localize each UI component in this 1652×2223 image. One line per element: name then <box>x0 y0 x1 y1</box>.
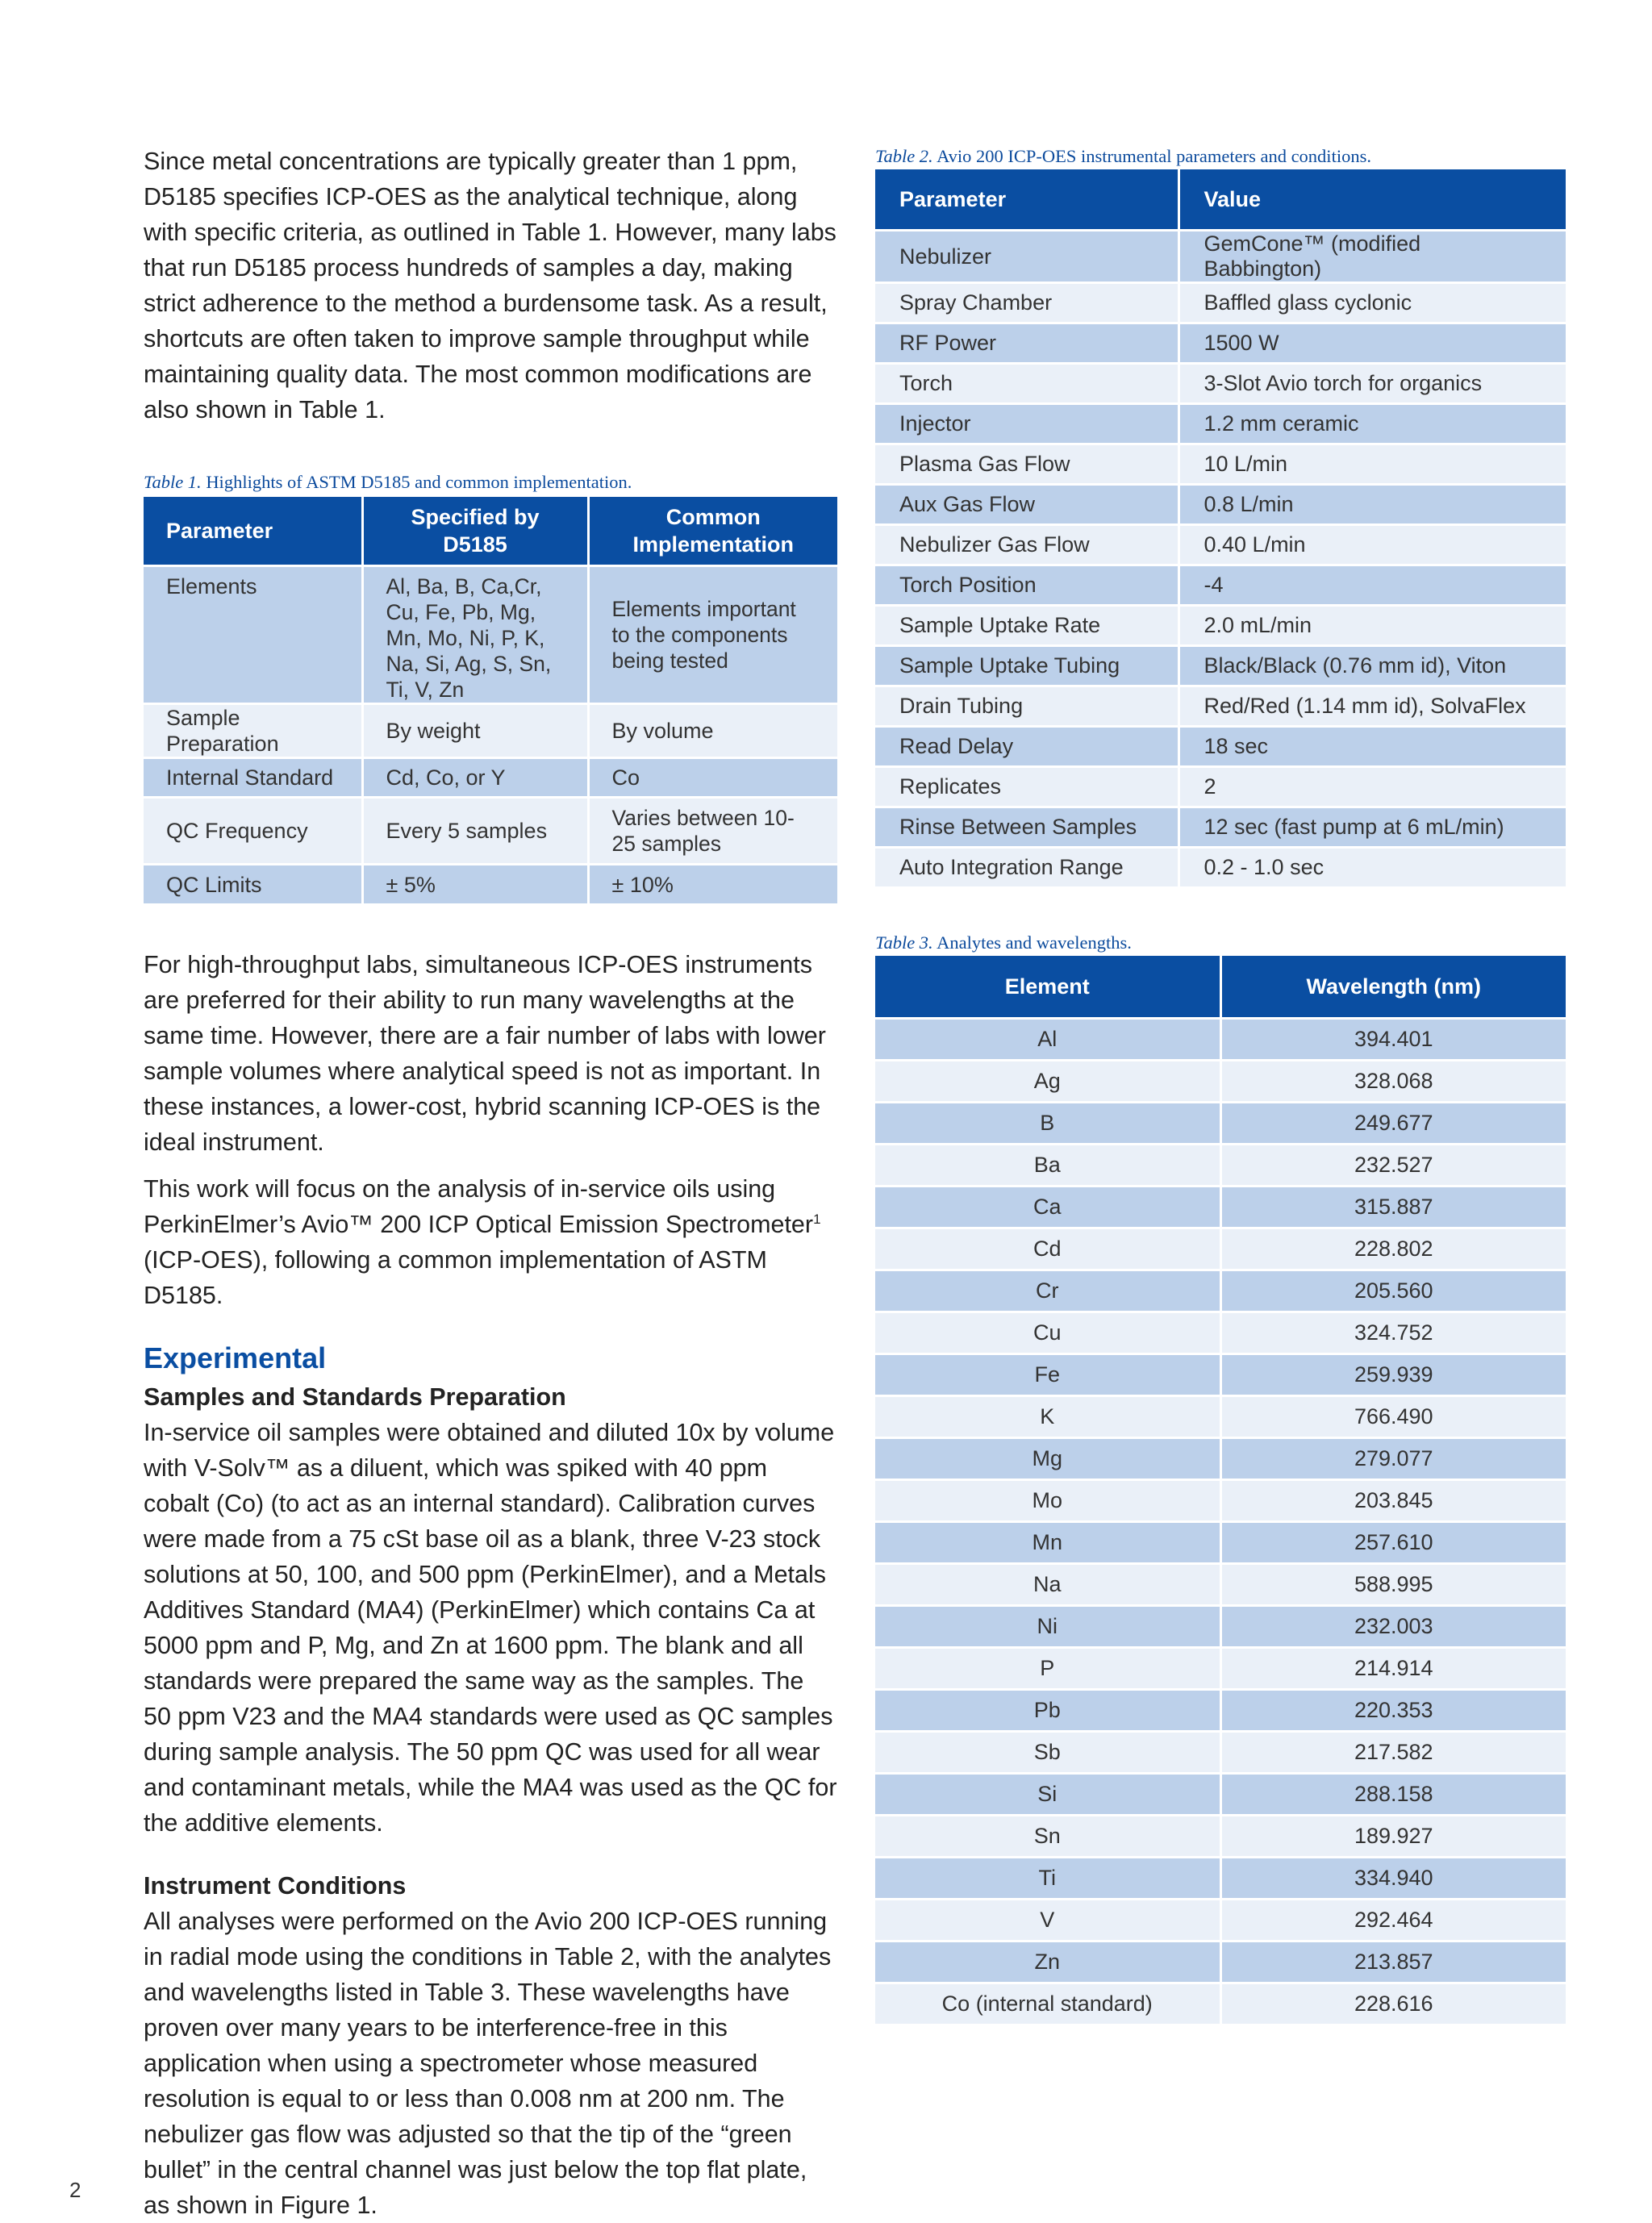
table-cell: Zn <box>875 1941 1220 1983</box>
table-cell: 220.353 <box>1220 1690 1566 1732</box>
table-row <box>144 566 837 704</box>
table-cell: ± 5% <box>362 865 588 904</box>
table-row <box>875 1522 1566 1564</box>
table-cell: Si <box>875 1774 1220 1816</box>
table-row <box>875 323 1566 364</box>
table-cell: K <box>875 1396 1220 1438</box>
table-cell: Baffled glass cyclonic <box>1179 283 1566 323</box>
table-cell: Cd <box>875 1228 1220 1270</box>
table-row <box>875 1941 1566 1983</box>
table-row <box>875 606 1566 646</box>
table-cell: Varies between 10-25 samples <box>588 798 837 865</box>
table-cell: 588.995 <box>1220 1564 1566 1606</box>
table-row <box>875 1858 1566 1900</box>
table-cell: Red/Red (1.14 mm id), SolvaFlex <box>1179 686 1566 727</box>
table-cell: 217.582 <box>1220 1732 1566 1774</box>
section-heading-experimental: Experimental <box>144 1341 327 1374</box>
table-row <box>875 1103 1566 1145</box>
table-cell: Read Delay <box>875 727 1179 767</box>
table-cell: Sb <box>875 1732 1220 1774</box>
subheading-instrument-conditions: Instrument Conditions <box>144 1872 407 1900</box>
table-cell: Mn <box>875 1522 1220 1564</box>
table-cell: 228.616 <box>1220 1983 1566 2025</box>
paragraph-throughput: For high-throughput labs, simultaneous ICP-OES instruments are preferred for their ability to run many wavelengths at the same time. However, there are a fair number of labs with lower sample volumes where analytical speed is not as important. In these instances, a lower-cost, hybrid scanning ICP-OES is the ideal instrument. <box>144 951 826 1156</box>
left-column <box>144 144 837 2223</box>
table-cell: 766.490 <box>1220 1396 1566 1438</box>
table-cell: 228.802 <box>1220 1228 1566 1270</box>
table-row <box>875 1396 1566 1438</box>
paragraph-focus-part2: (ICP-OES), following a common implementation of ASTM D5185. <box>144 1246 767 1309</box>
table-cell: 315.887 <box>1220 1187 1566 1228</box>
table-row <box>875 1312 1566 1354</box>
table-cell: Elements <box>144 566 362 704</box>
table-cell: QC Limits <box>144 865 362 904</box>
table-row <box>875 485 1566 525</box>
intro-paragraph: Since metal concentrations are typically greater than 1 ppm, D5185 specifies ICP-OES as the analytical technique, along with specific criteria, as outlined in Table 1. However, many labs that run D5185 process hundreds of samples a day, making strict adherence to the method a burdensome task. As a result, shortcuts are often taken to improve sample throughput while maintaining quality data. The most common modifications are also shown in Table 1. <box>144 148 836 423</box>
table-cell: 249.677 <box>1220 1103 1566 1145</box>
table-cell: Nebulizer Gas Flow <box>875 525 1179 565</box>
table-cell: Sample Uptake Tubing <box>875 646 1179 686</box>
table-cell: Injector <box>875 404 1179 444</box>
table3-header-row <box>875 956 1566 1019</box>
table3-caption-text: Analytes and wavelengths. <box>937 932 1132 953</box>
table-row <box>875 1270 1566 1312</box>
table-row <box>875 1438 1566 1480</box>
table-cell: 292.464 <box>1220 1900 1566 1941</box>
subheading-samples-standards: Samples and Standards Preparation <box>144 1383 566 1411</box>
table-cell: 18 sec <box>1179 727 1566 767</box>
table-row <box>875 848 1566 887</box>
table2-caption <box>875 144 1566 169</box>
table3-caption <box>875 930 1566 956</box>
table-cell: Sample Uptake Rate <box>875 606 1179 646</box>
table-cell: Internal Standard <box>144 758 362 798</box>
table-cell: 394.401 <box>1220 1019 1566 1061</box>
table-cell: ± 10% <box>588 865 837 904</box>
table-cell: Pb <box>875 1690 1220 1732</box>
table-row <box>875 1480 1566 1522</box>
table-cell: 279.077 <box>1220 1438 1566 1480</box>
table-row <box>875 767 1566 807</box>
table-cell: 324.752 <box>1220 1312 1566 1354</box>
table-cell: Every 5 samples <box>362 798 588 865</box>
page-number: 2 <box>69 2178 81 2202</box>
table-row <box>875 1606 1566 1648</box>
table-cell: 12 sec (fast pump at 6 mL/min) <box>1179 807 1566 848</box>
paragraph-samples-standards: In-service oil samples were obtained and diluted 10x by volume with V-Solv™ as a diluent, which was spiked with 40 ppm cobalt (Co) (to act as an internal standard). Calibration curves were made from a 75 cSt base oil as a blank, three V-23 stock solutions at 50, 100, and 500 ppm (PerkinElmer), and a Metals Additives Standard (MA4) (PerkinElmer) which contains Ca at 5000 ppm and P, Mg, and Zn at 1600 ppm. The blank and all standards were prepared the same way as the samples. The 50 ppm V23 and the MA4 standards were used as QC samples during sample analysis. The 50 ppm QC was used for all wear and contaminant metals, while the MA4 was used as the QC for the additive elements. <box>144 1419 837 1837</box>
table-cell: -4 <box>1179 565 1566 606</box>
table-row <box>875 1900 1566 1941</box>
table-cell: Nebulizer <box>875 231 1179 283</box>
table-cell: 189.927 <box>1220 1816 1566 1858</box>
table1-header-cell: Specified by D5185 <box>362 497 588 566</box>
table-cell: QC Frequency <box>144 798 362 865</box>
table-cell: By volume <box>588 704 837 758</box>
table-cell: Fe <box>875 1354 1220 1396</box>
table-cell: Al, Ba, B, Ca,Cr, Cu, Fe, Pb, Mg, Mn, Mo, Ni, P, K, Na, Si, Ag, S, Sn, Ti, V, Zn <box>362 566 588 704</box>
paragraph-focus-part1: This work will focus on the analysis of in-service oils using PerkinElmer’s Avio™ 200 ICP Optical Emission Spectrometer <box>144 1175 814 1238</box>
table-cell: By weight <box>362 704 588 758</box>
table-cell: 288.158 <box>1220 1774 1566 1816</box>
table-cell: Co (internal standard) <box>875 1983 1220 2025</box>
table-cell: 214.914 <box>1220 1648 1566 1690</box>
table1-header-row <box>144 497 837 566</box>
table-cell: 213.857 <box>1220 1941 1566 1983</box>
table-cell: 205.560 <box>1220 1270 1566 1312</box>
table-row <box>875 807 1566 848</box>
table-cell: Ba <box>875 1145 1220 1187</box>
table-cell: Rinse Between Samples <box>875 807 1179 848</box>
table-row <box>875 1354 1566 1396</box>
table1 <box>144 497 837 903</box>
table-row <box>875 1564 1566 1606</box>
table-row <box>875 1228 1566 1270</box>
table1-header-cell: Parameter <box>144 497 362 566</box>
table-cell: 257.610 <box>1220 1522 1566 1564</box>
table2-header-cell: Parameter <box>875 169 1179 231</box>
table-cell: Aux Gas Flow <box>875 485 1179 525</box>
table-cell: 0.2 - 1.0 sec <box>1179 848 1566 887</box>
table-cell: Black/Black (0.76 mm id), Viton <box>1179 646 1566 686</box>
table-row <box>875 565 1566 606</box>
table2-header-cell: Value <box>1179 169 1566 231</box>
table-cell: Cr <box>875 1270 1220 1312</box>
table-row <box>875 1732 1566 1774</box>
table-cell: Co <box>588 758 837 798</box>
table1-caption <box>144 469 837 495</box>
table-cell: 0.40 L/min <box>1179 525 1566 565</box>
table-cell: Na <box>875 1564 1220 1606</box>
table-cell: 3-Slot Avio torch for organics <box>1179 364 1566 404</box>
table-row <box>875 404 1566 444</box>
table-row <box>875 1648 1566 1690</box>
table2-caption-number: Table 2. <box>875 146 933 166</box>
table-cell: Ti <box>875 1858 1220 1900</box>
table-cell: 259.939 <box>1220 1354 1566 1396</box>
table-cell: Cd, Co, or Y <box>362 758 588 798</box>
table3-header-cell: Wavelength (nm) <box>1220 956 1566 1019</box>
table-row <box>875 444 1566 485</box>
table-cell: Auto Integration Range <box>875 848 1179 887</box>
table-row <box>875 727 1566 767</box>
table-cell: Replicates <box>875 767 1179 807</box>
table-row <box>875 686 1566 727</box>
table-cell: Spray Chamber <box>875 283 1179 323</box>
paragraph-focus <box>144 1171 837 1313</box>
table-cell: GemCone™ (modified Babbington) <box>1179 231 1566 283</box>
table2-body <box>875 231 1566 887</box>
table-cell: Torch Position <box>875 565 1179 606</box>
footnote-marker: 1 <box>813 1211 821 1227</box>
table3-header-cell: Element <box>875 956 1220 1019</box>
table-cell: Sample Preparation <box>144 704 362 758</box>
table-row <box>875 1187 1566 1228</box>
table-cell: Plasma Gas Flow <box>875 444 1179 485</box>
table-cell: 1500 W <box>1179 323 1566 364</box>
table-row <box>875 1774 1566 1816</box>
table-row <box>875 283 1566 323</box>
table-cell: Torch <box>875 364 1179 404</box>
table-cell: P <box>875 1648 1220 1690</box>
table1-caption-number: Table 1. <box>144 472 202 492</box>
table-cell: 2.0 mL/min <box>1179 606 1566 646</box>
table-cell: Drain Tubing <box>875 686 1179 727</box>
table-row <box>875 364 1566 404</box>
table-cell: RF Power <box>875 323 1179 364</box>
table-cell: 10 L/min <box>1179 444 1566 485</box>
table-cell: Ni <box>875 1606 1220 1648</box>
table-cell: 334.940 <box>1220 1858 1566 1900</box>
table3 <box>875 956 1566 2024</box>
table-cell: 1.2 mm ceramic <box>1179 404 1566 444</box>
table-cell: 0.8 L/min <box>1179 485 1566 525</box>
table2-header-row <box>875 169 1566 231</box>
table-cell: 2 <box>1179 767 1566 807</box>
table-cell: 203.845 <box>1220 1480 1566 1522</box>
table-cell: Mg <box>875 1438 1220 1480</box>
table-row <box>875 1061 1566 1103</box>
table-row <box>144 704 837 758</box>
table2 <box>875 169 1566 886</box>
table-cell: Mo <box>875 1480 1220 1522</box>
table-cell: Cu <box>875 1312 1220 1354</box>
table-row <box>875 646 1566 686</box>
table-row <box>875 231 1566 283</box>
table-cell: 232.003 <box>1220 1606 1566 1648</box>
right-column <box>875 144 1566 2024</box>
table3-body <box>875 1019 1566 2025</box>
table-cell: V <box>875 1900 1220 1941</box>
paragraph-instrument-conditions: All analyses were performed on the Avio 200 ICP-OES running in radial mode using the conditions in Table 2, with the analytes and wavelengths listed in Table 3. These wavelengths have proven over many years to be interference-free in this application when using a spectrometer whose measured resolution is equal to or less than 0.008 nm at 200 nm. The nebulizer gas flow was adjusted so that the tip of the “green bullet” in the central channel was just below the top flat plate, as shown in Figure 1. <box>144 1908 832 2219</box>
table3-caption-number: Table 3. <box>875 932 933 953</box>
table-cell: 328.068 <box>1220 1061 1566 1103</box>
table-cell: Sn <box>875 1816 1220 1858</box>
table-row <box>875 1816 1566 1858</box>
table-cell: Al <box>875 1019 1220 1061</box>
table-row <box>144 865 837 904</box>
table-cell: Elements important to the components being tested <box>588 566 837 704</box>
table-row <box>875 525 1566 565</box>
table1-caption-text: Highlights of ASTM D5185 and common implementation. <box>206 472 632 492</box>
table-row <box>144 798 837 865</box>
table-row <box>875 1145 1566 1187</box>
table1-header-cell: Common Implementation <box>588 497 837 566</box>
table-cell: Ag <box>875 1061 1220 1103</box>
table-cell: B <box>875 1103 1220 1145</box>
table-row <box>144 758 837 798</box>
table-row <box>875 1983 1566 2025</box>
table-row <box>875 1690 1566 1732</box>
table2-caption-text: Avio 200 ICP-OES instrumental parameters and conditions. <box>937 146 1371 166</box>
table-row <box>875 1019 1566 1061</box>
table-cell: Ca <box>875 1187 1220 1228</box>
table-cell: 232.527 <box>1220 1145 1566 1187</box>
